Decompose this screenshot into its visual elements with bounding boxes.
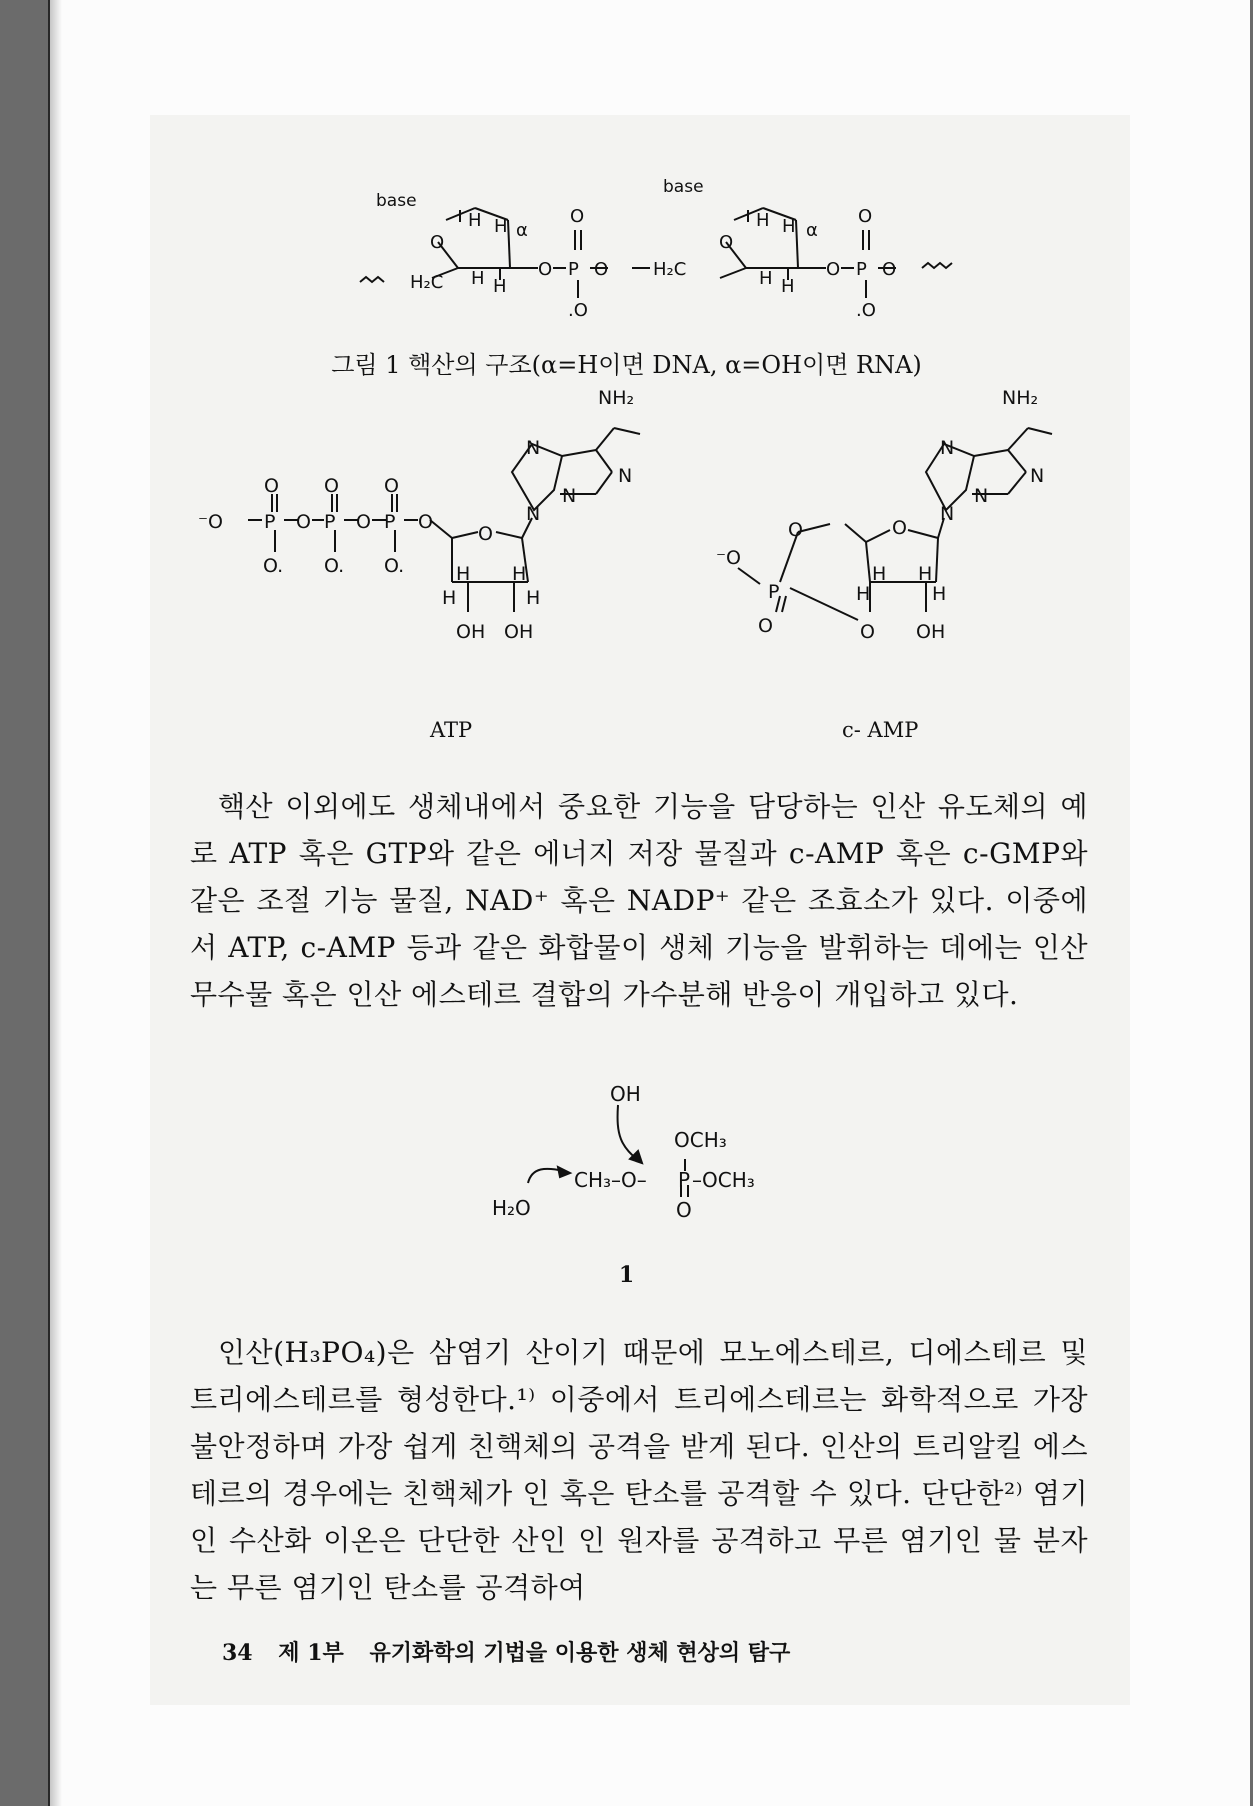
svg-text:H: H <box>456 563 471 585</box>
camp-structure <box>700 387 1100 680</box>
svg-text:NH₂: NH₂ <box>1002 387 1039 409</box>
svg-text:H: H <box>918 563 933 585</box>
svg-text:OH: OH <box>504 621 534 643</box>
svg-text:O: O <box>758 615 773 637</box>
svg-text:O: O <box>858 206 873 227</box>
svg-text:O.: O. <box>384 555 405 577</box>
svg-text:O: O <box>892 517 907 539</box>
svg-text:O: O <box>594 259 609 280</box>
svg-text:O: O <box>356 511 371 533</box>
svg-text:O: O <box>324 475 339 497</box>
svg-text:H₂O: H₂O <box>492 1196 531 1220</box>
svg-text:O: O <box>264 475 279 497</box>
svg-text:N: N <box>562 485 577 507</box>
svg-text:O.: O. <box>263 555 284 577</box>
svg-text:O: O <box>296 511 311 533</box>
svg-text:H: H <box>468 210 482 231</box>
svg-text:H: H <box>782 216 796 237</box>
page-number: 34 <box>222 1640 253 1666</box>
svg-text:H: H <box>442 587 457 609</box>
camp-label: c- AMP <box>842 718 919 742</box>
svg-text:base: base <box>376 191 417 211</box>
svg-text:O: O <box>882 259 897 280</box>
svg-text:H: H <box>872 563 887 585</box>
svg-text:O: O <box>826 259 841 280</box>
svg-text:N: N <box>618 465 633 487</box>
svg-text:N: N <box>940 437 955 459</box>
svg-text:base: base <box>663 177 704 197</box>
paragraph-2-text: 인산(H₃PO₄)은 삼염기 산이기 때문에 모노에스테르, 디에스테르 및 트리에스테르를 형성한다.¹⁾ 이중에서 트리에스테르는 화학적으로 가장 불안정하며 가장 쉽게 친핵체의 공격을 받게 된다. 인산의 트리알킬 에스테르의 경우에는 친핵체가 인 혹은 탄소를 공격할 수 있다. 단단한²⁾ 염기인 수산화 이온은 단단한 산인 인 원자를 공격하고 무른 염기인 물 분자는 무른 염기인 탄소를 공격하여 <box>190 1336 1088 1604</box>
svg-text:α: α <box>516 220 528 241</box>
svg-text:.O: .O <box>568 300 588 321</box>
paragraph-1 <box>190 783 1088 1018</box>
svg-text:H: H <box>781 276 795 297</box>
svg-text:O: O <box>719 232 734 253</box>
svg-text:CH₃–O–: CH₃–O– <box>574 1168 647 1192</box>
svg-text:O: O <box>570 206 585 227</box>
svg-text:α: α <box>806 220 818 241</box>
svg-text:NH₂: NH₂ <box>598 387 635 409</box>
svg-text:N: N <box>974 485 989 507</box>
svg-text:O: O <box>478 523 493 545</box>
paragraph-1-text: 핵산 이외에도 생체내에서 중요한 기능을 담당하는 인산 유도체의 예로 ATP 혹은 GTP와 같은 에너지 저장 물질과 c-AMP 혹은 c-GMP와 같은 조절 기능 물질, NAD⁺ 혹은 NADP⁺ 같은 조효소가 있다. 이중에서 ATP, c-AMP 등과 같은 화합물이 생체 기능을 발휘하는 데에는 인산 무수물 혹은 인산 에스테르 결합의 가수분해 반응이 개입하고 있다. <box>190 790 1088 1011</box>
svg-text:OCH₃: OCH₃ <box>674 1128 727 1152</box>
svg-text:O.: O. <box>324 555 345 577</box>
footer-part: 제 1부 <box>278 1640 344 1666</box>
svg-text:OH: OH <box>610 1082 641 1106</box>
svg-text:H: H <box>526 587 541 609</box>
footer-title: 유기화학의 기법을 이용한 생체 현상의 탐구 <box>369 1640 791 1666</box>
page-binding-shadow <box>48 0 62 1806</box>
svg-text:N: N <box>1030 465 1045 487</box>
svg-text:OH: OH <box>916 621 946 643</box>
svg-text:H₂C: H₂C <box>410 272 444 293</box>
compound-number: 1 <box>618 1262 635 1288</box>
svg-text:⁻O: ⁻O <box>198 511 223 533</box>
svg-text:O: O <box>860 621 875 643</box>
svg-text:P: P <box>856 259 867 280</box>
svg-text:O: O <box>538 259 553 280</box>
atp-label: ATP <box>430 718 473 742</box>
svg-text:–OCH₃: –OCH₃ <box>692 1168 755 1192</box>
svg-text:H: H <box>471 268 485 289</box>
nucleic-acid-structure <box>350 170 980 330</box>
svg-text:P: P <box>264 511 276 533</box>
svg-text:H: H <box>932 583 947 605</box>
atp-structure <box>198 387 680 680</box>
svg-text:H: H <box>756 210 770 231</box>
svg-text:N: N <box>940 503 955 525</box>
svg-text:N: N <box>526 503 541 525</box>
svg-text:O: O <box>430 232 445 253</box>
svg-text:H: H <box>512 563 527 585</box>
svg-text:O: O <box>676 1198 692 1222</box>
phosphate-triester-scheme <box>480 1075 810 1235</box>
svg-text:P: P <box>568 259 579 280</box>
svg-text:P: P <box>384 511 396 533</box>
svg-text:P: P <box>324 511 336 533</box>
figure-1-caption: 그림 1 핵산의 구조(α=H이면 DNA, α=OH이면 RNA) <box>331 351 922 379</box>
svg-text:H: H <box>759 268 773 289</box>
svg-text:⁻O: ⁻O <box>716 547 741 569</box>
svg-text:OH: OH <box>456 621 486 643</box>
svg-text:P: P <box>678 1168 691 1192</box>
svg-text:O: O <box>418 511 433 533</box>
svg-text:H: H <box>494 216 508 237</box>
svg-text:O: O <box>788 519 803 541</box>
svg-text:.O: .O <box>856 300 876 321</box>
page-footer <box>222 1636 808 1667</box>
svg-text:P: P <box>768 581 780 603</box>
svg-text:H: H <box>493 276 507 297</box>
svg-text:H: H <box>856 583 871 605</box>
svg-text:H₂C: H₂C <box>653 259 687 280</box>
paragraph-2 <box>190 1329 1088 1611</box>
svg-text:O: O <box>384 475 399 497</box>
svg-text:N: N <box>526 437 541 459</box>
